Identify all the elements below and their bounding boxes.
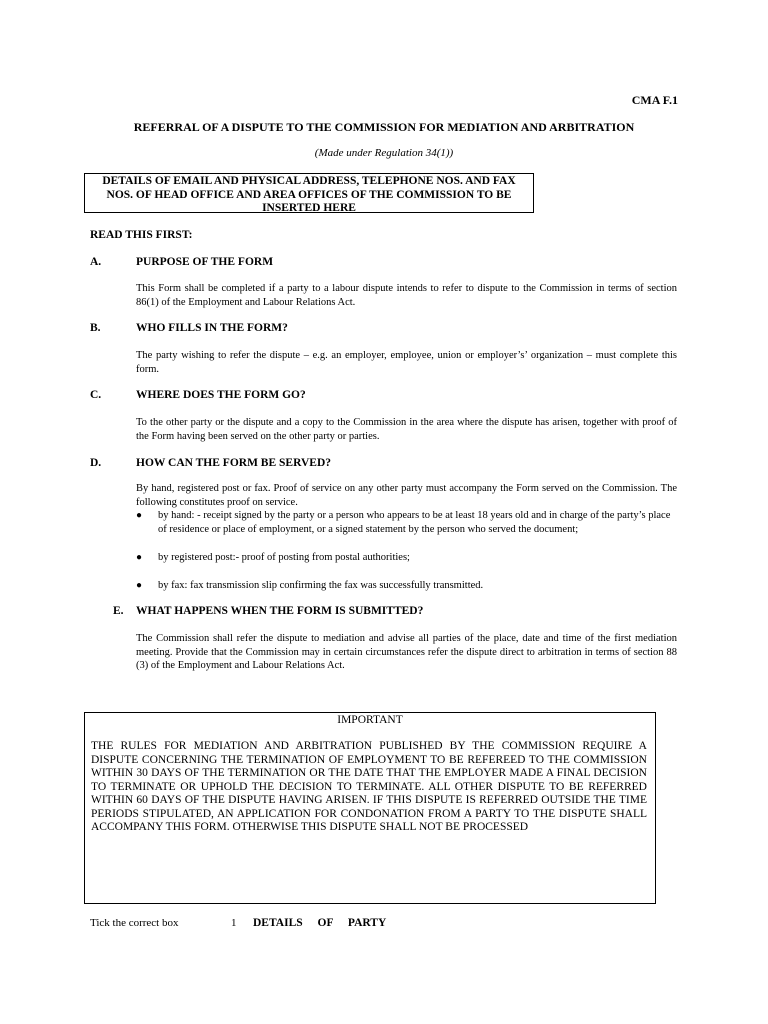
section-a-heading: PURPOSE OF THE FORM: [136, 256, 274, 268]
address-box-line: INSERTED HERE: [262, 202, 356, 214]
address-box-line: DETAILS OF EMAIL AND PHYSICAL ADDRESS, TELEPHONE NOS. AND FAX: [102, 175, 516, 187]
form-code: CMA F.1: [631, 93, 678, 107]
section-a-letter: A.: [90, 256, 102, 268]
bullet-text: by fax: fax transmission slip confirming the fax was successfully transmitted.: [158, 580, 484, 591]
list-item: [136, 551, 677, 565]
bullet-icon: ●: [136, 510, 143, 521]
details-of-party-heading: DETAILS OF PARTY: [253, 917, 387, 929]
address-box-line: NOS. OF HEAD OFFICE AND AREA OFFICES OF THE COMMISSION TO BE: [106, 188, 512, 201]
form-subtitle: (Made under Regulation 34(1)): [314, 147, 454, 159]
list-item: [136, 579, 677, 593]
important-title: IMPORTANT: [337, 714, 403, 726]
bullet-icon: ●: [136, 552, 143, 563]
section-e-heading: WHAT HAPPENS WHEN THE FORM IS SUBMITTED?: [136, 605, 424, 617]
section-e-letter: E.: [113, 605, 124, 617]
important-notice-box: [84, 712, 656, 904]
section-d-letter: D.: [90, 457, 102, 469]
bullet-text: by hand: - receipt signed by the party or a person who appears to be at least 18 years old and in charge of the party’s place of residence or place of employment, or a signed statement by the person who served the document;: [158, 510, 671, 535]
read-first-heading: READ THIS FIRST:: [90, 229, 193, 241]
section-d-body: By hand, registered post or fax. Proof of service on any other party must accompany the Form served on the Commission. The following constitutes proof on service.: [136, 483, 677, 508]
section-b-body: The party wishing to refer the dispute – e.g. an employer, employee, union or employer’s’ organization – must complete this form.: [136, 350, 677, 375]
bullet-icon: ●: [136, 580, 143, 591]
section-b-letter: B.: [90, 322, 101, 334]
section-b-heading: WHO FILLS IN THE FORM?: [136, 322, 288, 334]
important-body: THE RULES FOR MEDIATION AND ARBITRATION PUBLISHED BY THE COMMISSION REQUIRE A DISPUTE CONCERNING THE TERMINATION OF EMPLOYMENT TO BE REFEREED TO THE COMMISSION WITHIN 30 DAYS OF THE TERMINATION OR THE DATE THAT THE EMPLOYER MADE A FINAL DECISION TO TERMINATE OR UPHOLD THE DECISION TO TERMINATE. ALL OTHER DISPUTE TO BE REFERRED WITHIN 60 DAYS OF THE DISPUTE HAVING ARISEN. IF THIS DISPUTE IS REFERRED OUTSIDE THE TIME PERIODS STIPULATED, AN APPLICATION FOR CONDONATION FROM A PARTY TO THE DISPUTE SHALL ACCOMPANY THIS FORM. OTHERWISE THIS DISPUTE SHALL NOT BE PROCESSED: [91, 740, 647, 833]
form-title: REFERRAL OF A DISPUTE TO THE COMMISSION FOR MEDIATION AND ARBITRATION: [133, 120, 635, 134]
tick-box-instruction: Tick the correct box: [90, 917, 179, 929]
bullet-text: by registered post:- proof of posting from postal authorities;: [158, 552, 410, 563]
section-d-heading: HOW CAN THE FORM BE SERVED?: [136, 457, 332, 469]
section-e-body: The Commission shall refer the dispute to mediation and advise all parties of the place, date and time of the first mediation meeting. Provide that the Commission may in certain circumstances refer the dispute direct to arbitration in terms of section 88 (3) of the Employment and Labour Relations Act.: [136, 633, 677, 671]
section-a-body: This Form shall be completed if a party to a labour dispute intends to refer to dispute to the Commission in terms of section 86(1) of the Employment and Labour Relations Act.: [136, 283, 677, 308]
section-c-letter: C.: [90, 389, 102, 401]
details-section-number: 1: [231, 917, 237, 929]
list-item: [136, 509, 677, 537]
section-c-heading: WHERE DOES THE FORM GO?: [136, 389, 306, 401]
commission-address-box: [84, 173, 534, 213]
section-c-body: To the other party or the dispute and a copy to the Commission in the area where the dispute has arisen, together with proof of the Form having been served on the other party or parties.: [136, 417, 677, 442]
